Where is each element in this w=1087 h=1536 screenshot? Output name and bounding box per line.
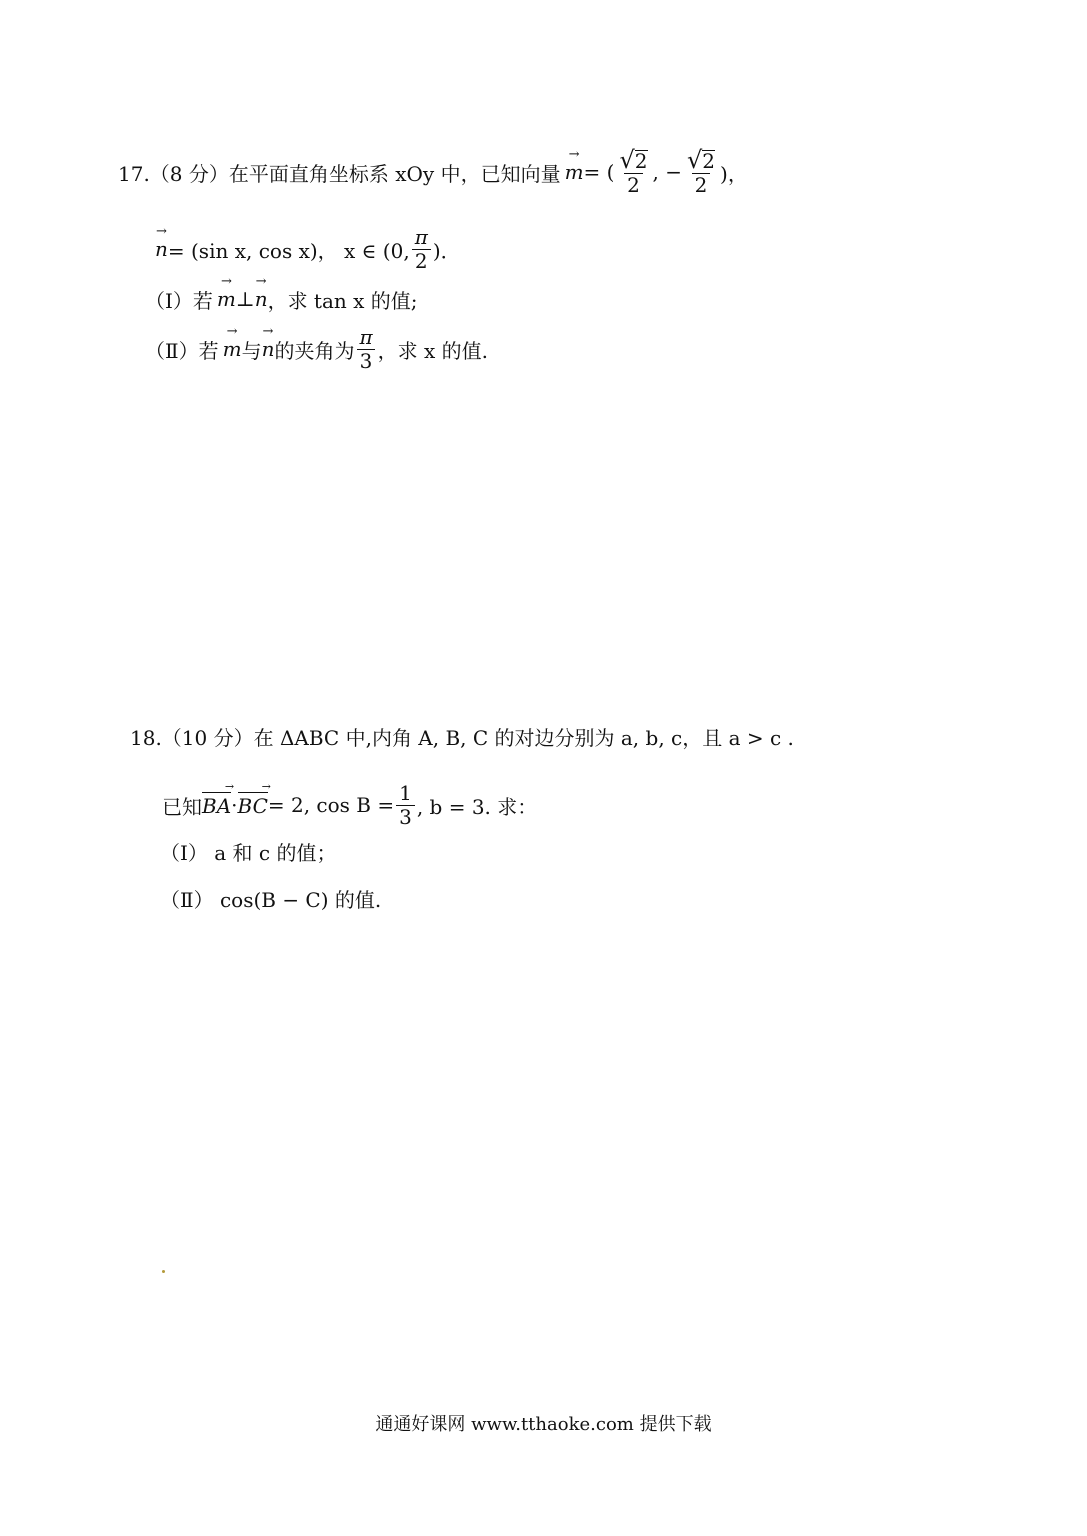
denominator-2-c: 2 (412, 249, 431, 273)
q17-line1 (118, 140, 748, 204)
part1-label: （Ⅰ）若 (145, 288, 213, 313)
numerator-1: 1 (399, 780, 412, 805)
part2-tail1: 的夹角为 (274, 338, 355, 363)
given-prefix: 已知 (162, 794, 202, 819)
pi-numerator: π (414, 224, 428, 249)
vector-bc: BC → (237, 780, 271, 818)
given-tail: , b = 3. 求： (416, 794, 538, 819)
q18-part1: （Ⅰ） a 和 c 的值； (160, 841, 337, 865)
given-mid: = 2, cos B = (267, 793, 395, 817)
part2-mid: 与 (241, 338, 262, 363)
footer-source: 通通好课网 www.tthaoke.com 提供下载 (375, 1414, 712, 1435)
fraction-pi-over-3 (356, 326, 375, 373)
vector-ba: BA → (202, 780, 235, 818)
dot-operator: · (231, 793, 238, 817)
perp-symbol: ⊥ (235, 287, 255, 311)
part2-tail2: ，求 x 的值. (377, 338, 488, 363)
vector-m-p1: → m (217, 287, 236, 311)
denominator-2-b: 2 (692, 173, 711, 197)
vector-m-p2: → m (223, 337, 242, 361)
comma-minus: , − (652, 160, 682, 184)
q18-heading: 18.（10 分）在 ΔABC 中,内角 A, B, C 的对边分别为 a, b, c，且 a > c . (130, 726, 794, 750)
fraction-sqrt2-over-2: √ 2 2 (619, 145, 648, 197)
fraction-one-third (396, 782, 415, 829)
denominator-3-b: 3 (396, 805, 415, 829)
denominator-2: 2 (624, 173, 643, 197)
q18-given (162, 775, 537, 835)
part2-label: （Ⅱ）若 (145, 338, 219, 363)
close-paren: )， (720, 161, 748, 186)
q17-heading: 17.（8 分）在平面直角坐标系 xOy 中，已知向量 (118, 161, 561, 186)
vector-m: → m (565, 160, 584, 184)
denominator-3: 3 (357, 349, 376, 373)
pi-numerator-b: π (359, 324, 373, 349)
interval-close: )． (432, 238, 461, 263)
sqrt2-radicand-b: 2 (702, 148, 716, 173)
vector-n-p2: → n (262, 337, 275, 361)
fraction-neg-sqrt2-over-2: √ 2 2 (686, 145, 716, 197)
q17-part1 (145, 284, 418, 314)
vector-n: → n (155, 237, 168, 261)
equals-open: = ( (583, 160, 615, 184)
vector-n-p1: → n (255, 287, 268, 311)
fraction-pi-over-2 (412, 226, 431, 273)
q17-line2 (155, 220, 461, 278)
part1-tail: ，求 tan x 的值; (267, 288, 418, 313)
stray-mark (162, 1270, 165, 1273)
q17-part2 (145, 320, 488, 378)
q18-part2: （Ⅱ） cos(B − C) 的值. (160, 888, 382, 912)
sqrt2-radicand: 2 (634, 148, 648, 173)
n-definition: = (sin x, cos x)， x ∈ (0, (167, 238, 410, 263)
